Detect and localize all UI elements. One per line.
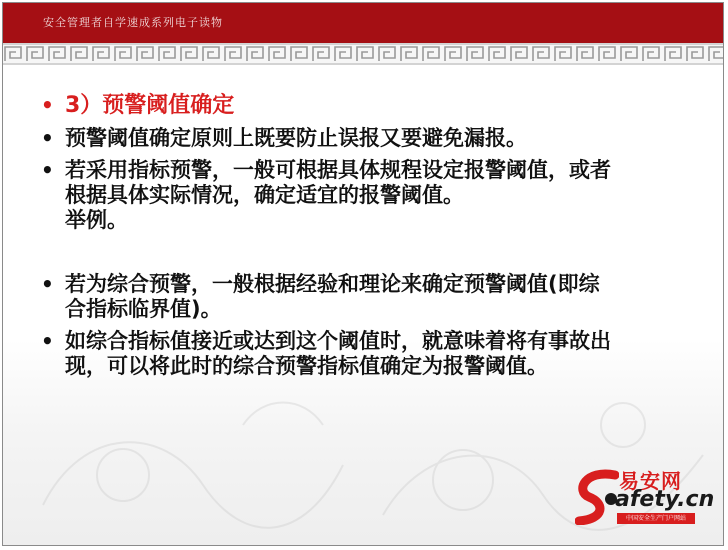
bullet-line: 根据具体实际情况，确定适宜的报警阈值。 (65, 183, 464, 207)
section-heading (39, 93, 699, 118)
header-bar (3, 3, 723, 43)
bullet-line: 预警阈值确定原则上既要防止误报又要避免漏报。 (65, 126, 527, 150)
bullet-item (39, 272, 699, 322)
series-title: 安全管理者自学速成系列电子读物 (43, 16, 223, 29)
bullet-line: 现，可以将此时的综合预警指标值确定为报警阈值。 (65, 354, 548, 378)
bullet-item (39, 158, 699, 233)
logo-name-en: afety.cn (615, 487, 715, 512)
logo-name-cn: 易安网 (619, 469, 682, 493)
bullet-dot-icon: • (41, 272, 54, 296)
bullet-dot-icon: • (41, 329, 54, 353)
heading-text: 3）预警阈值确定 (65, 93, 235, 118)
slide-content (39, 93, 699, 386)
bullet-line: 合指标临界值)。 (65, 297, 222, 321)
bullet-line: 若为综合预警，一般根据经验和理论来确定预警阈值(即综 (65, 272, 600, 296)
bullet-dot-icon: • (41, 93, 54, 117)
logo (575, 465, 715, 527)
bullet-line: 若采用指标预警，一般可根据具体规程设定报警阈值，或者 (65, 158, 611, 182)
bullet-dot-icon: • (41, 126, 54, 150)
bullet-item (39, 126, 699, 151)
fret-pattern-icon (3, 43, 723, 65)
fret-border (3, 43, 723, 65)
bullet-dot-icon: • (41, 158, 54, 182)
bullet-item (39, 329, 699, 379)
slide (2, 2, 724, 546)
logo-mark-icon (575, 469, 619, 525)
logo-tagline: 中国安全生产门户网站 (617, 513, 695, 524)
bullet-line: 举例。 (65, 208, 128, 232)
bullet-line: 如综合指标值接近或达到这个阈值时，就意味着将有事故出 (65, 329, 611, 353)
